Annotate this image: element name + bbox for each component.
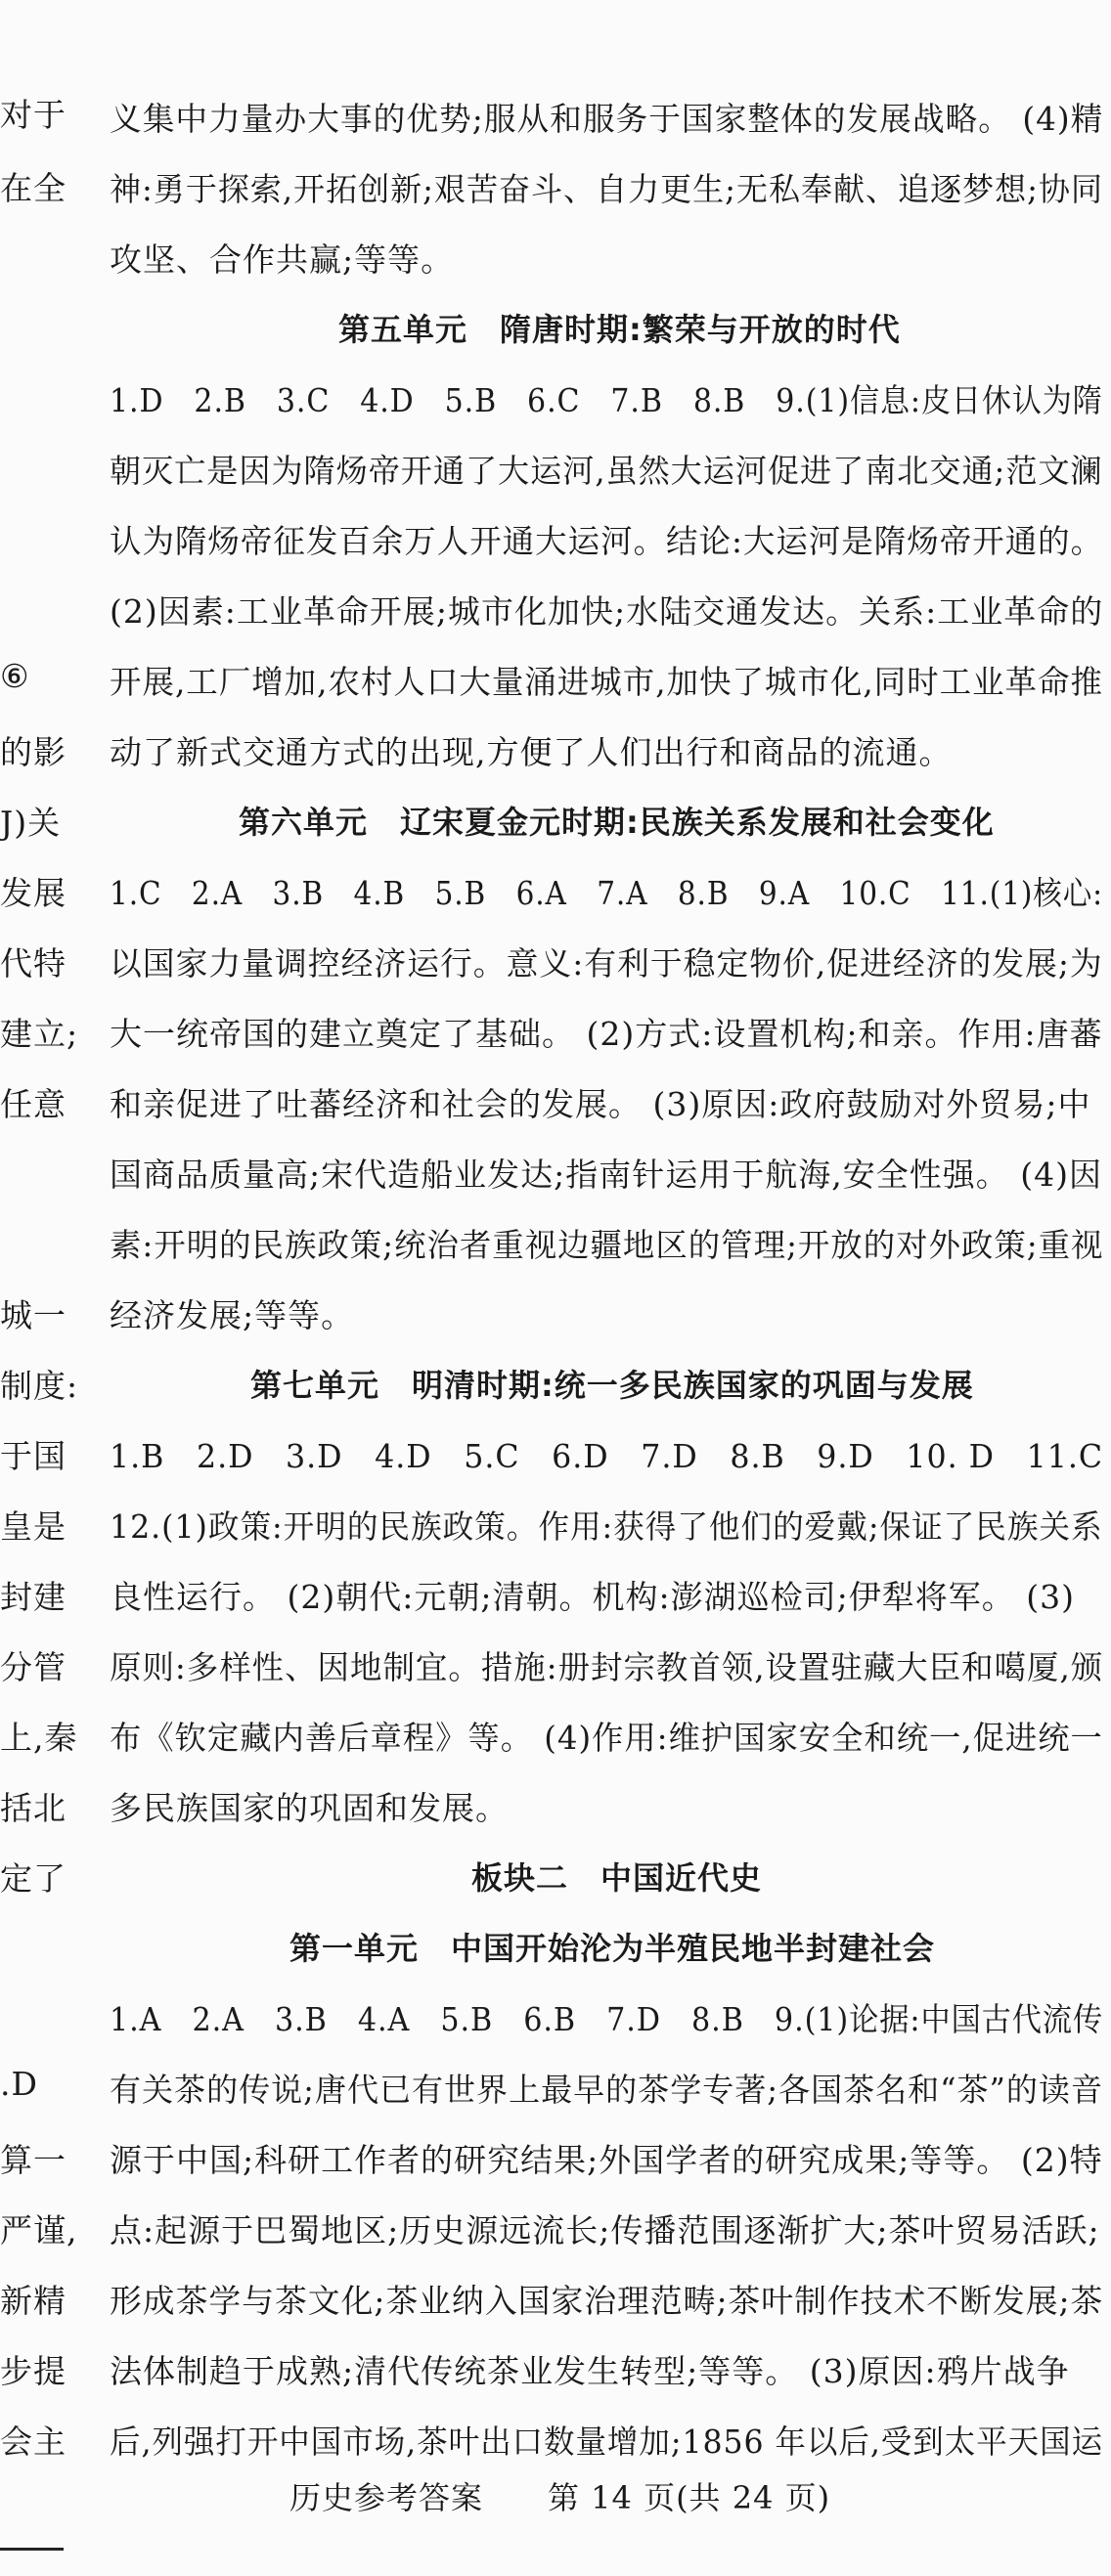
text-line: 义集中力量办大事的优势;服从和服务于国家整体的发展战略。 (4)精 xyxy=(110,100,1104,138)
margin-line: 在全 xyxy=(0,169,67,207)
text-line: 神:勇于探索,开拓创新;艰苦奋斗、自力更生;无私奉献、追逐梦想;协同 xyxy=(110,170,1103,208)
margin-line: ⑥ xyxy=(0,657,30,695)
margin-line: 新精 xyxy=(0,2282,67,2320)
text-line: 法体制趋于成熟;清代传统茶业发生转型;等等。 (3)原因:鸦片战争 xyxy=(110,2352,1070,2390)
margin-line: 括北 xyxy=(0,1789,67,1827)
text-line: 原则:多样性、因地制宜。措施:册封宗教首领,设置驻藏大臣和噶厦,颁 xyxy=(110,1648,1104,1686)
margin-line: 皇是 xyxy=(0,1507,67,1546)
text-line: 和亲促进了吐蕃经济和社会的发展。 (3)原因:政府鼓励对外贸易;中 xyxy=(110,1085,1091,1123)
margin-line: 发展 xyxy=(0,874,67,912)
text-line: 点:起源于巴蜀地区;历史源远流长;传播范围逐渐扩大;茶叶贸易活跃; xyxy=(110,2211,1100,2249)
text-line: 开展,工厂增加,农村人口大量涌进城市,加快了城市化,同时工业革命推 xyxy=(110,663,1103,701)
margin-line: 封建 xyxy=(0,1578,67,1616)
section-heading: 第六单元 辽宋夏金元时期:民族关系发展和社会变化 xyxy=(239,804,995,841)
text-line: 1.B 2.D 3.D 4.D 5.C 6.D 7.D 8.B 9.D 10. D 11.C xyxy=(110,1437,1104,1475)
margin-line: 制度: xyxy=(0,1367,78,1405)
margin-line: 对于 xyxy=(0,96,67,134)
margin-line: 分管 xyxy=(0,1648,67,1686)
margin-line: 城一 xyxy=(0,1296,67,1334)
text-line: 形成茶学与茶文化;茶业纳入国家治理范畴;茶叶制作技术不断发展;茶 xyxy=(110,2282,1104,2320)
margin-line: J)关 xyxy=(0,804,62,842)
text-line: 源于中国;科研工作者的研究结果;外国学者的研究成果;等等。 (2)特 xyxy=(110,2141,1103,2179)
text-line: 素:开明的民族政策;统治者重视边疆地区的管理;开放的对外政策;重视 xyxy=(110,1226,1104,1264)
margin-line: 上,秦 xyxy=(0,1719,78,1757)
margin-line: 的影 xyxy=(0,733,67,771)
text-line: 认为隋炀帝征发百余万人开通大运河。结论:大运河是隋炀帝开通的。 xyxy=(110,522,1104,560)
margin-line: 步提 xyxy=(0,2352,67,2390)
text-line: (2)因素:工业革命开展;城市化加快;水陆交通发达。关系:工业革命的 xyxy=(110,592,1104,631)
section-heading: 第七单元 明清时期:统一多民族国家的巩固与发展 xyxy=(250,1367,974,1404)
text-line: 良性运行。 (2)朝代:元朝;清朝。机构:澎湖巡检司;伊犁将军。 (3) xyxy=(110,1578,1075,1616)
text-line: 布《钦定藏内善后章程》等。 (4)作用:维护国家安全和统一,促进统一 xyxy=(110,1719,1103,1757)
text-line: 1.C 2.A 3.B 4.B 5.B 6.A 7.A 8.B 9.A 10.C 11.(1)核心: xyxy=(110,874,1104,912)
text-line: 有关茶的传说;唐代已有世界上最早的茶学专著;各国茶名和“茶”的读音 xyxy=(110,2071,1103,2109)
text-line: 大一统帝国的建立奠定了基础。 (2)方式:设置机构;和亲。作用:唐蕃 xyxy=(110,1015,1103,1053)
margin-line: .D xyxy=(0,2065,38,2103)
text-line: 经济发展;等等。 xyxy=(110,1296,355,1334)
text-line: 国商品质量高;宋代造船业发达;指南针运用于航海,安全性强。 (4)因 xyxy=(110,1156,1102,1194)
margin-line: 严谨, xyxy=(0,2211,78,2249)
part-heading: 板块二 中国近代史 xyxy=(471,1859,763,1897)
margin-line: 定了 xyxy=(0,1859,67,1898)
margin-line: 代特 xyxy=(0,944,67,982)
margin-line: 于国 xyxy=(0,1437,67,1475)
margin-line: 会主 xyxy=(0,2423,67,2461)
text-line: 攻坚、合作共赢;等等。 xyxy=(110,240,455,279)
text-line: 朝灭亡是因为隋炀帝开通了大运河,虽然大运河促进了南北交通;范文澜 xyxy=(110,452,1103,490)
text-line: 动了新式交通方式的出现,方便了人们出行和商品的流通。 xyxy=(110,733,953,771)
margin-line: 算一 xyxy=(0,2141,67,2179)
footer-rule xyxy=(0,2548,64,2551)
margin-line: 任意 xyxy=(0,1085,67,1123)
section-heading: 第五单元 隋唐时期:繁荣与开放的时代 xyxy=(338,311,901,348)
text-line: 12.(1)政策:开明的民族政策。作用:获得了他们的爱戴;保证了民族关系 xyxy=(110,1507,1103,1546)
text-line: 多民族国家的巩固和发展。 xyxy=(110,1789,509,1827)
text-line: 后,列强打开中国市场,茶叶出口数量增加;1856 年以后,受到太平天国运 xyxy=(110,2423,1104,2461)
text-line: 1.A 2.A 3.B 4.A 5.B 6.B 7.D 8.B 9.(1)论据:中国古代流传 xyxy=(110,2000,1104,2038)
text-line: 1.D 2.B 3.C 4.D 5.B 6.C 7.B 8.B 9.(1)信息:皮日休认为隋 xyxy=(110,381,1103,419)
section-heading: 第一单元 中国开始沦为半殖民地半封建社会 xyxy=(289,1930,936,1967)
text-line: 以国家力量调控经济运行。意义:有利于稳定物价,促进经济的发展;为 xyxy=(110,944,1103,982)
margin-line: 建立; xyxy=(0,1015,78,1053)
page-footer: 历史参考答案 第 14 页(共 24 页) xyxy=(289,2479,831,2516)
